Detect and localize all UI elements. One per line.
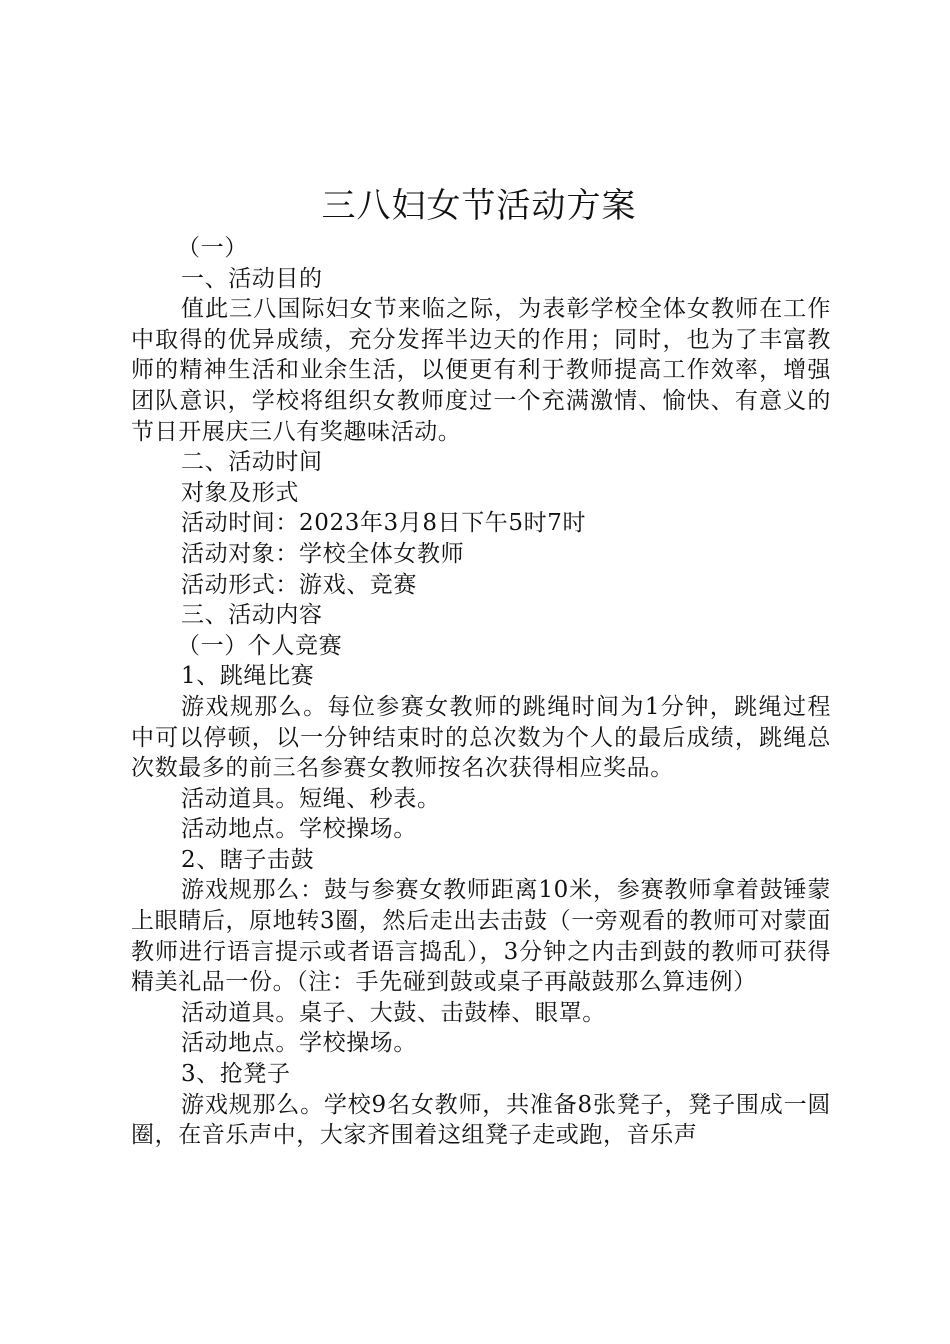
line-drum-props: 活动道具。桌子、大鼓、击鼓棒、眼罩。 [181,999,606,1026]
paragraph-purpose: 值此三八国际妇女节来临之际，为表彰学校全体女教师在工作中取得的优异成绩，充分发挥半边天的作用；同时，也为了丰富教师的精神生活和业余生活，以便更有利于教师提高工作效率，增强团队意识，学校将组织女教师度过一个充满激情、愉快、有意义的节日开展庆三八有奖趣味活动。 [131,296,831,445]
item-musical-chairs: 3、抢凳子 [181,1061,291,1088]
line-target-form: 对象及形式 [181,479,299,506]
line-rope-props: 活动道具。短绳、秒表。 [181,785,441,812]
section-marker: （一） [177,235,248,261]
line-rope-location: 活动地点。学校操场。 [181,816,417,843]
line-activity-form: 活动形式：游戏、竞赛 [181,571,417,598]
heading-purpose: 一、活动目的 [181,265,323,292]
paragraph-drum-rules: 游戏规那么：鼓与参赛女教师距离10米，参赛教师拿着鼓锤蒙上眼睛后，原地转3圈，然后走出去击鼓（一旁观看的教师可对蒙面教师进行语言提示或者语言捣乱），3分钟之内击到鼓的教师可获得精美礼品一份。（注：手先碰到鼓或桌子再敲鼓那么算违例） [131,877,831,996]
document-body [131,233,831,1151]
document-title: 三八妇女节活动方案 [321,186,637,226]
heading-time: 二、活动时间 [181,449,323,476]
heading-content: 三、活动内容 [181,602,323,629]
line-activity-target: 活动对象：学校全体女教师 [181,540,465,567]
line-drum-location: 活动地点。学校操场。 [181,1030,417,1057]
paragraph-rope-rules: 游戏规那么。每位参赛女教师的跳绳时间为1分钟，跳绳过程中可以停顿，以一分钟结束时的总次数为个人的最后成绩，跳绳总次数最多的前三名参赛女教师按名次获得相应奖品。 [131,693,831,782]
subheading-individual: （一）个人竞赛 [177,632,343,659]
line-activity-time: 活动时间：2023年3月8日下午5时7时 [181,510,587,537]
paragraph-chairs-rules: 游戏规那么。学校9名女教师，共准备8张凳子，凳子围成一圆圈，在音乐声中，大家齐围着这组凳子走或跑，音乐声 [131,1091,831,1149]
item-rope-skipping: 1、跳绳比赛 [181,663,315,690]
item-blind-drum: 2、瞎子击鼓 [181,846,315,873]
